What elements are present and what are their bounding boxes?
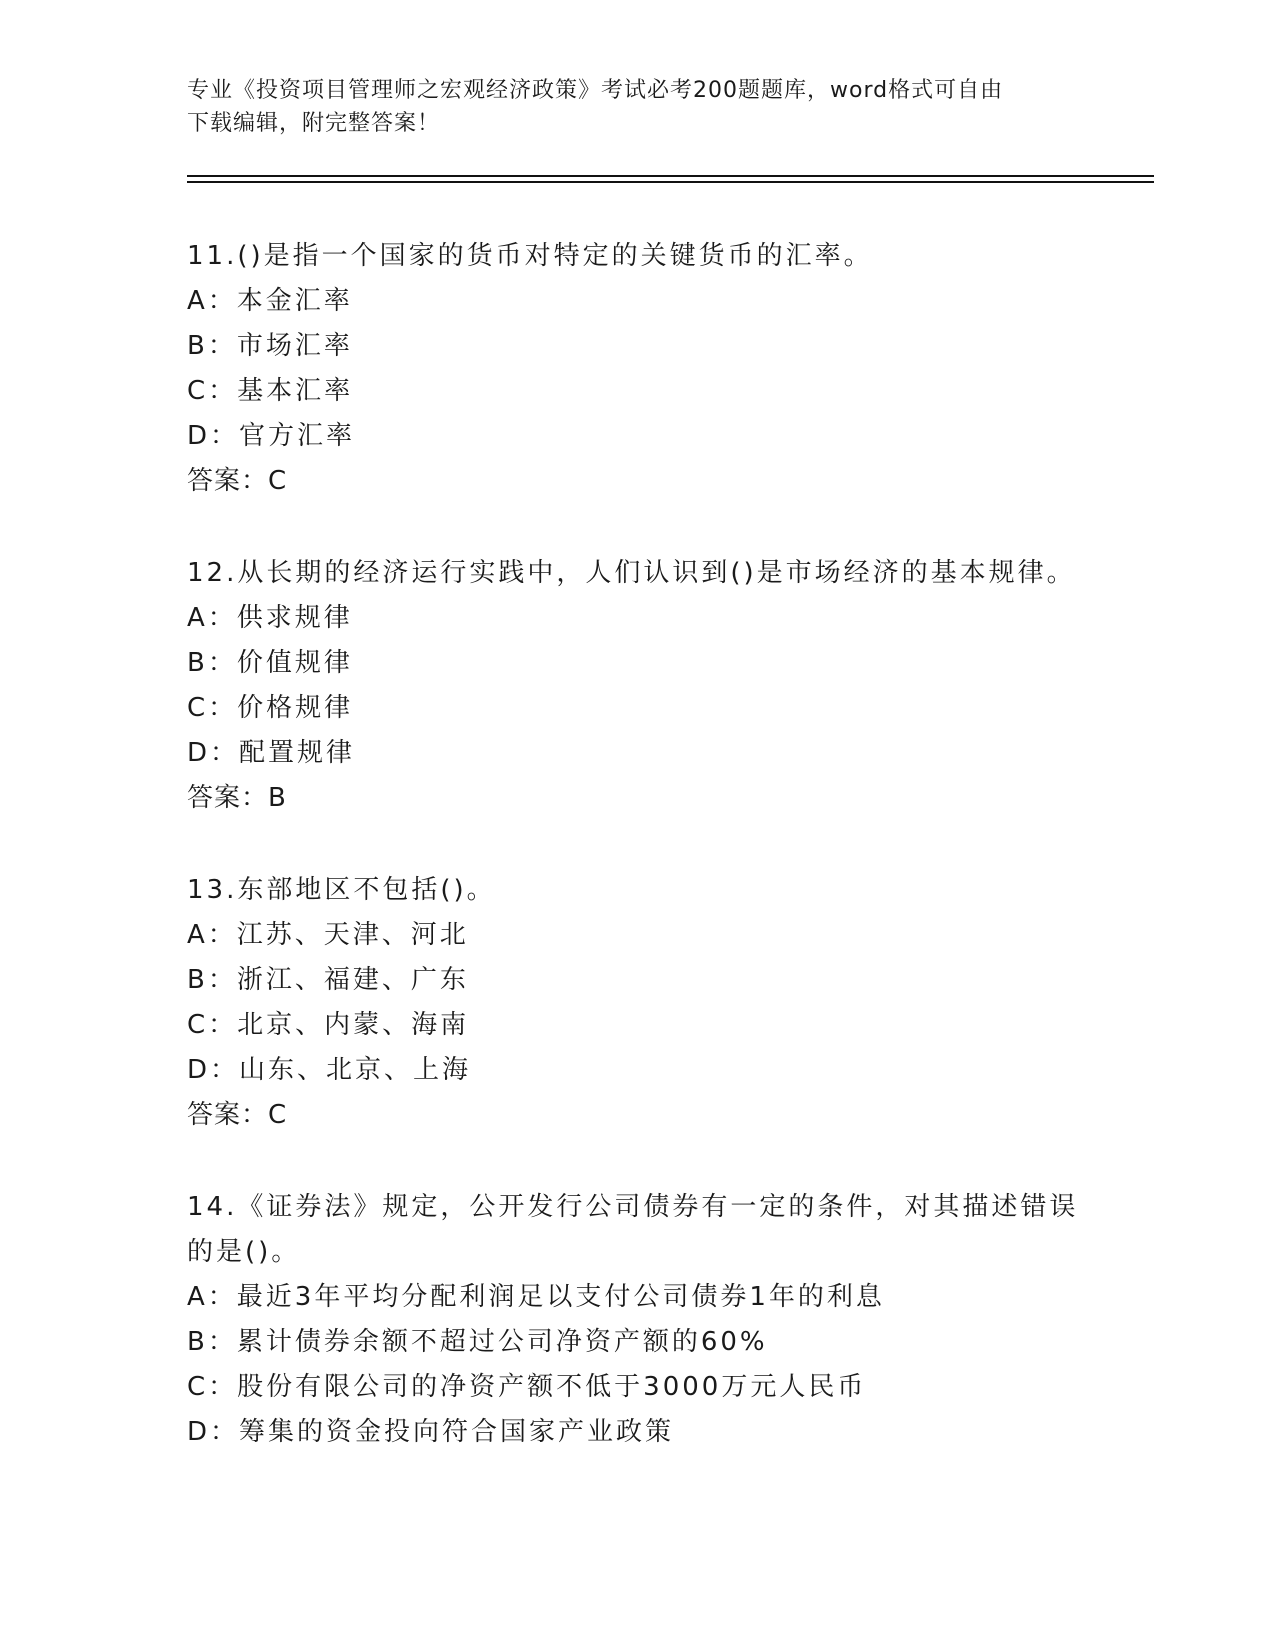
question-text: 12.从长期的经济运行实践中，人们认识到()是市场经济的基本规律。: [187, 558, 1076, 588]
header-divider-top: [187, 175, 1154, 177]
header-line-1: 专业《投资项目管理师之宏观经济政策》考试必考200题题库，word格式可自由: [187, 78, 1004, 103]
option-a: A：江苏、天津、河北: [187, 920, 469, 950]
option-d: D：筹集的资金投向符合国家产业政策: [187, 1417, 675, 1447]
option-b: B：浙江、福建、广东: [187, 965, 469, 995]
option-d: D：官方汇率: [187, 421, 356, 451]
option-c: C：北京、内蒙、海南: [187, 1010, 470, 1040]
header-line-2: 下载编辑，附完整答案！: [187, 111, 441, 136]
question-14: [187, 1185, 1087, 1455]
question-text-line-1: 14.《证券法》规定，公开发行公司债券有一定的条件，对其描述错误: [187, 1192, 1079, 1222]
option-a: A：最近3年平均分配利润足以支付公司债券1年的利息: [187, 1282, 885, 1312]
question-text: 13.东部地区不包括()。: [187, 875, 496, 905]
answer: 答案：B: [187, 783, 287, 813]
question-12: [187, 551, 1087, 821]
option-d: D：山东、北京、上海: [187, 1055, 472, 1085]
option-d: D：配置规律: [187, 738, 356, 768]
document-header: [187, 74, 1087, 140]
answer: 答案：C: [187, 1100, 288, 1130]
question-11: [187, 234, 1087, 504]
option-c: C：价格规律: [187, 693, 354, 723]
option-b: B：价值规律: [187, 648, 353, 678]
option-a: A：供求规律: [187, 603, 353, 633]
question-text-line-2: 的是()。: [187, 1237, 301, 1267]
header-divider-bottom: [187, 181, 1154, 183]
option-b: B：市场汇率: [187, 331, 353, 361]
answer: 答案：C: [187, 466, 288, 496]
option-c: C：股份有限公司的净资产额不低于3000万元人民币: [187, 1372, 867, 1402]
question-text: 11.()是指一个国家的货币对特定的关键货币的汇率。: [187, 241, 873, 271]
question-13: [187, 868, 1087, 1138]
option-a: A：本金汇率: [187, 286, 353, 316]
option-c: C：基本汇率: [187, 376, 354, 406]
option-b: B：累计债券余额不超过公司净资产额的60%: [187, 1327, 768, 1357]
